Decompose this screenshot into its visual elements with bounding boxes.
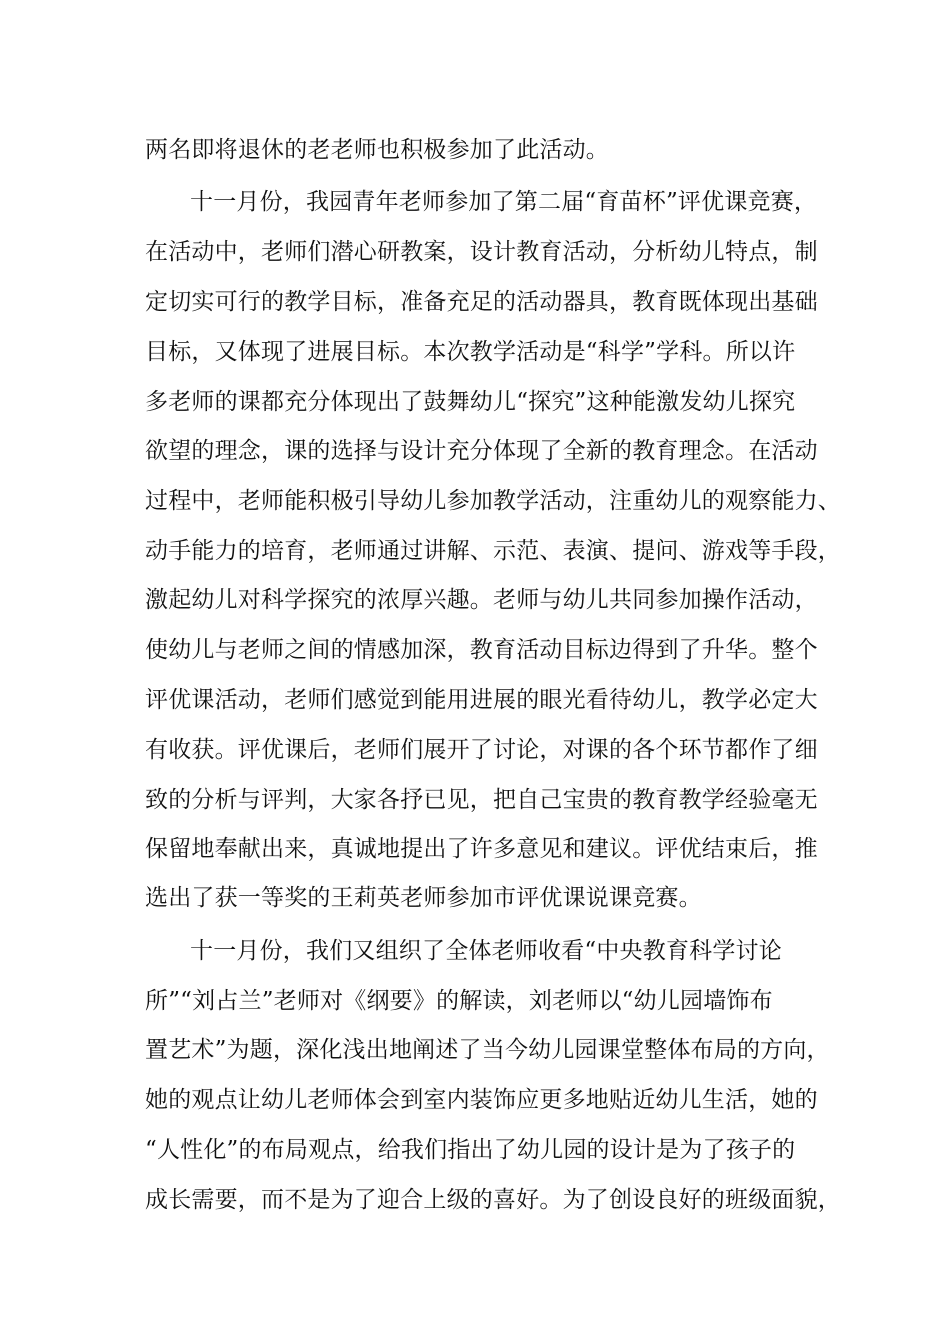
text-line: 动手能力的培育，老师通过讲解、示范、表演、提问、游戏等手段， <box>145 538 841 564</box>
text-line: “人性化”的布局观点，给我们指出了幼儿园的设计是为了孩子的 <box>145 1137 796 1163</box>
text-line: 在活动中，老师们潜心研教案，设计教育活动，分析幼儿特点，制 <box>145 239 818 265</box>
text-line: 目标，又体现了进展目标。本次教学活动是“科学”学科。所以许 <box>145 339 796 365</box>
text-line: 选出了获一等奖的王莉英老师参加市评优课说课竞赛。 <box>145 885 702 911</box>
text-line: 多老师的课都充分体现出了鼓舞幼儿“探究”这种能激发幼儿探究 <box>145 389 796 415</box>
text-line: 过程中，老师能积极引导幼儿参加教学活动，注重幼儿的观察能力、 <box>145 488 841 514</box>
paragraph-first-line: 十一月份，我园青年老师参加了第二届“育苗杯”评优课竞赛， <box>190 189 818 215</box>
text-line: 成长需要，而不是为了迎合上级的喜好。为了创设良好的班级面貌， <box>145 1187 841 1213</box>
text-line: 所”“刘占兰”老师对《纲要》的解读，刘老师以“幼儿园墙饰布 <box>145 988 773 1014</box>
paragraph-first-line: 十一月份，我们又组织了全体老师收看“中央教育科学讨论 <box>190 938 782 964</box>
text-line: 置艺术”为题，深化浅出地阐述了当今幼儿园课堂整体布局的方向， <box>145 1037 830 1063</box>
text-line: 评优课活动，老师们感觉到能用进展的眼光看待幼儿，教学必定大 <box>145 687 818 713</box>
text-line: 激起幼儿对科学探究的浓厚兴趣。老师与幼儿共同参加操作活动， <box>145 587 818 613</box>
text-line: 致的分析与评判，大家各抒已见，把自己宝贵的教育教学经验毫无 <box>145 787 818 813</box>
text-line: 定切实可行的教学目标，准备充足的活动器具，教育既体现出基础 <box>145 289 818 315</box>
text-line: 保留地奉献出来，真诚地提出了许多意见和建议。评优结束后，推 <box>145 836 818 862</box>
text-line: 她的观点让幼儿老师体会到室内装饰应更多地贴近幼儿生活，她的 <box>145 1087 818 1113</box>
text-line: 欲望的理念，课的选择与设计充分体现了全新的教育理念。在活动 <box>145 438 818 464</box>
text-line: 两名即将退休的老老师也积极参加了此活动。 <box>145 137 609 163</box>
text-line: 使幼儿与老师之间的情感加深，教育活动目标边得到了升华。整个 <box>145 637 818 663</box>
text-line: 有收获。评优课后，老师们展开了讨论，对课的各个环节都作了细 <box>145 737 818 763</box>
